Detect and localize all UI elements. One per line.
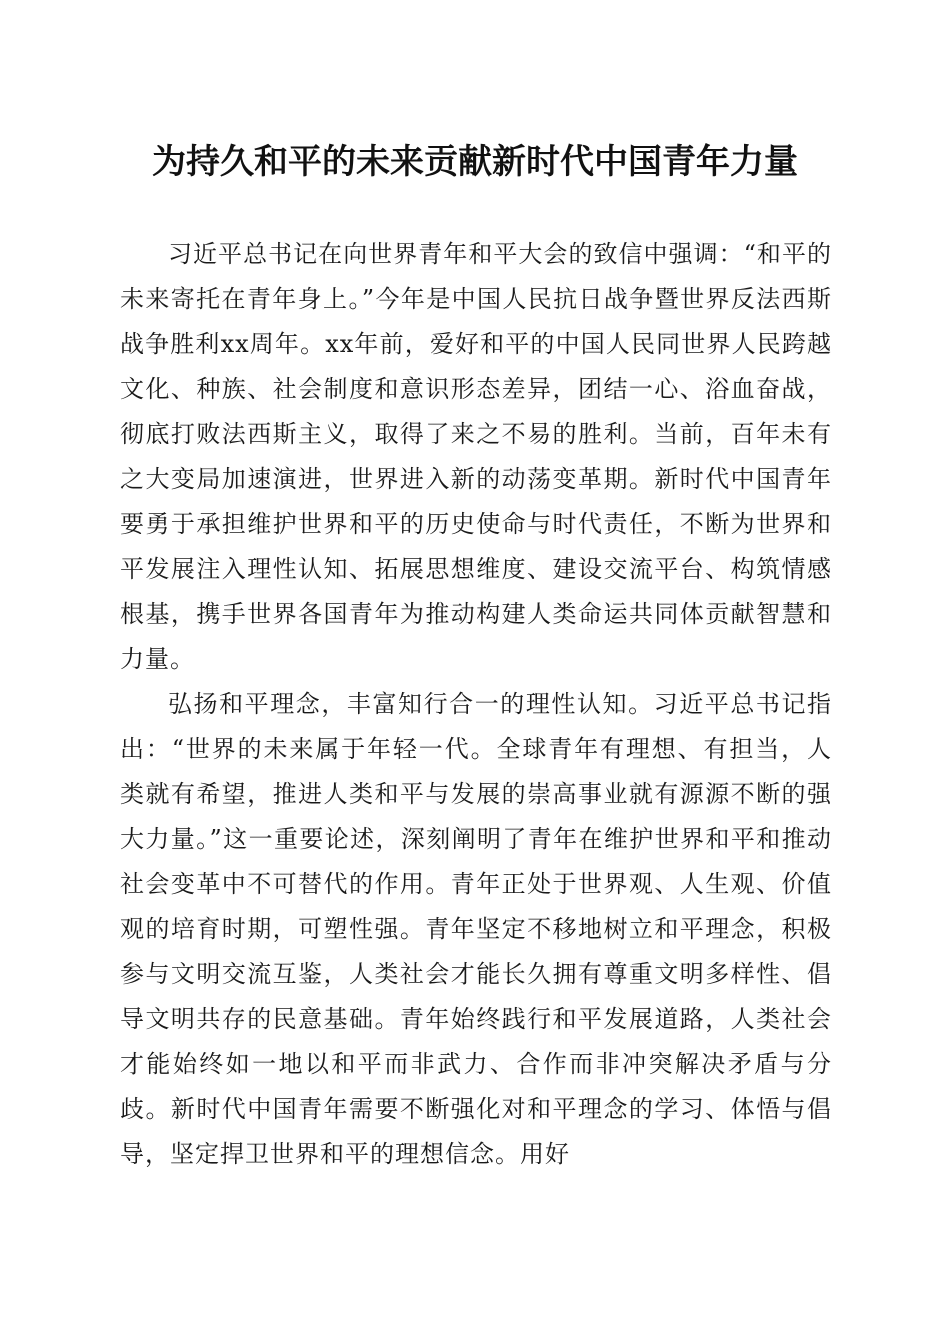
paragraph-2: 弘扬和平理念，丰富知行合一的理性认知。习近平总书记指出：“世界的未来属于年轻一代。全球青年有理想、有担当，人类就有希望，推进人类和平与发展的崇高事业就有源源不断的强大力量。”这一重要论述，深刻阐明了青年在维护世界和平和推动社会变革中不可替代的作用。青年正处于世界观、人生观、价值观的培育时期，可塑性强。青年坚定不移地树立和平理念，积极参与文明交流互鉴，人类社会才能长久拥有尊重文明多样性、倡导文明共存的民意基础。青年始终践行和平发展道路，人类社会才能始终如一地以和平而非武力、合作而非冲突解决矛盾与分歧。新时代中国青年需要不断强化对和平理念的学习、体悟与倡导，坚定捍卫世界和平的理想信念。用好: [120, 690, 832, 1168]
document-body: [120, 232, 832, 1177]
paragraph-1: 习近平总书记在向世界青年和平大会的致信中强调：“和平的未来寄托在青年身上。”今年是中国人民抗日战争暨世界反法西斯战争胜利xx周年。xx年前，爱好和平的中国人民同世界人民跨越文化、种族、社会制度和意识形态差异，团结一心、浴血奋战，彻底打败法西斯主义，取得了来之不易的胜利。当前，百年未有之大变局加速演进，世界进入新的动荡变革期。新时代中国青年要勇于承担维护世界和平的历史使命与时代责任，不断为世界和平发展注入理性认知、拓展思想维度、建设交流平台、构筑情感根基，携手世界各国青年为推动构建人类命运共同体贡献智慧和力量。: [120, 240, 832, 673]
document-title: 为持久和平的未来贡献新时代中国青年力量: [152, 142, 798, 182]
